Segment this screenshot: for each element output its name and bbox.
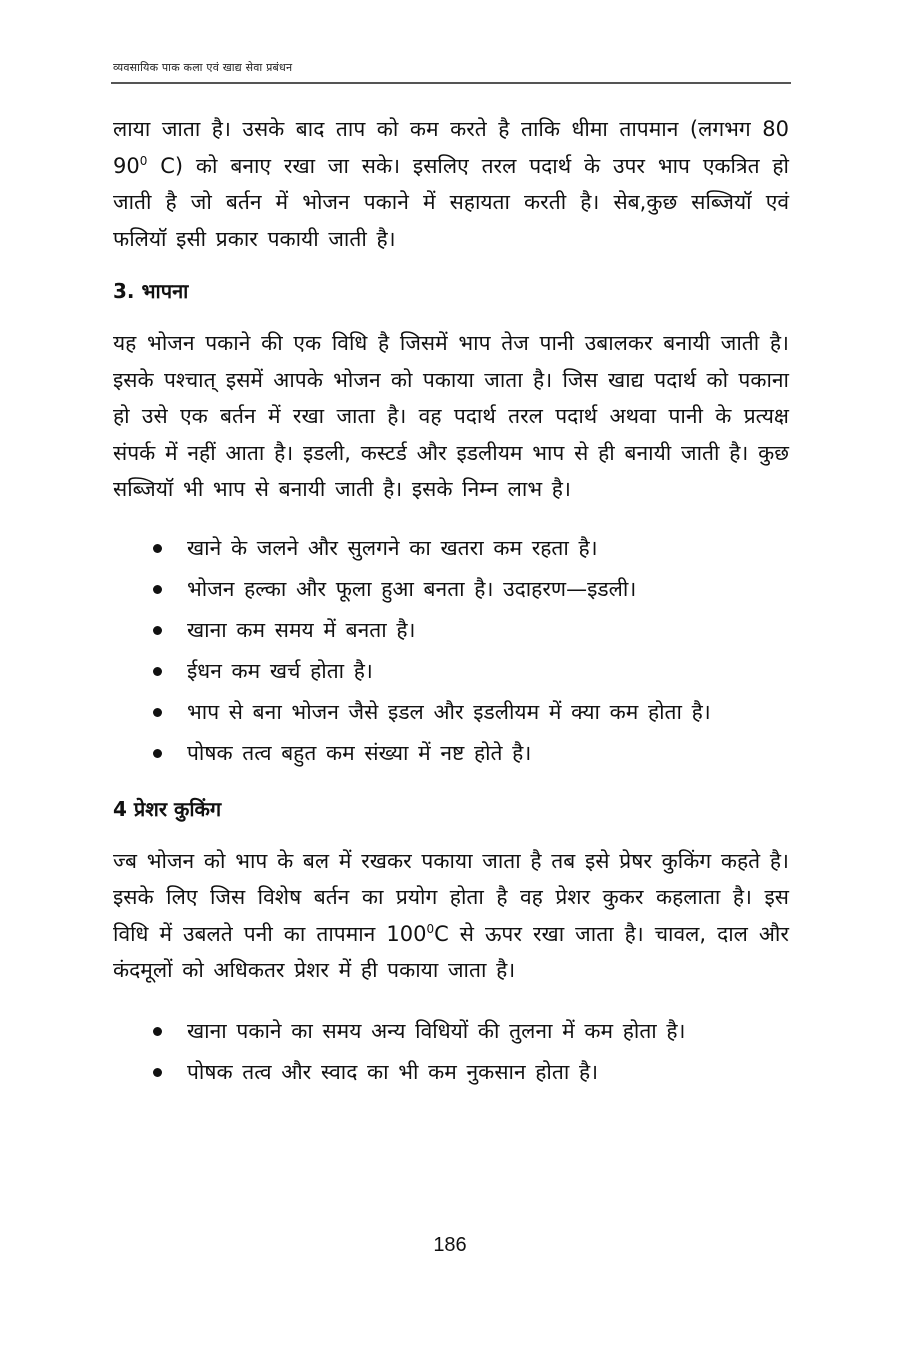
intro-text-part1: लाया जाता है। उसके बाद ताप को कम करते है ताकि धीमा तापमान (लगभग 80 90	[113, 117, 789, 178]
bullet-icon	[153, 585, 162, 594]
list-item	[113, 1013, 789, 1049]
bullet-text: पोषक तत्व बहुत कम संख्या में नष्ट होते है।	[187, 740, 532, 765]
degree-superscript: 0	[139, 153, 148, 168]
bullet-icon	[153, 544, 162, 553]
list-item	[113, 612, 789, 648]
section-4-bullet-list	[113, 1013, 789, 1090]
page-number: 186	[433, 1234, 467, 1256]
bullet-text: भाप से बना भोजन जैसे इडल और इडलीयम में क्या कम होता है।	[187, 699, 711, 724]
section-3-paragraph: यह भोजन पकाने की एक विधि है जिसमें भाप तेज पानी उबालकर बनायी जाती है। इसके पश्चात् इसमें आपके भोजन को पकाया जाता है। जिस खाद्य पदार्थ को पकाना हो उसे एक बर्तन में रखा जाता है। वह पदार्थ तरल पदार्थ अथवा पानी के प्रत्यक्ष संपर्क में नहीं आता है। इडली, कस्टर्ड और इडलीयम भाप से ही बनायी जाती है। कुछ सब्जियॉ भी भाप से बनायी जाती है। इसके निम्न लाभ है।	[113, 331, 789, 501]
bullet-icon	[153, 708, 162, 717]
section-3-bullet-list	[113, 530, 789, 771]
bullet-text: भोजन हल्का और फूला हुआ बनता है। उदाहरण—इडली।	[187, 576, 637, 601]
bullet-icon	[153, 667, 162, 676]
intro-paragraph	[113, 111, 789, 257]
section-4-paragraph	[113, 843, 789, 989]
section-4-text-part1: ज्ब भोजन को भाप के बल में रखकर पकाया जाता है तब इसे प्रेषर कुकिंग कहते है। इसके लिए जिस विशेष बर्तन का प्रयोग होता है वह प्रेशर कुकर कहलाता है। इस विधि में उबलते पनी का तापमान 100	[113, 848, 789, 946]
page-content	[113, 111, 789, 1095]
list-item	[113, 1054, 789, 1090]
bullet-text: पोषक तत्व और स्वाद का भी कम नुकसान होता है।	[187, 1059, 599, 1084]
list-item	[113, 653, 789, 689]
bullet-text: खाना कम समय में बनता है।	[187, 617, 416, 642]
bullet-icon	[153, 749, 162, 758]
bullet-icon	[153, 1027, 162, 1036]
intro-text-part2: C) को बनाए रखा जा सके। इसलिए तरल पदार्थ के उपर भाप एकत्रित हो जाती है जो बर्तन में भोजन पकाने में सहायता करती है। सेब,कुछ सब्जियॉ एवं फलियॉ इसी प्रकार पकायी जाती है।	[113, 153, 789, 251]
bullet-icon	[153, 1068, 162, 1077]
header-divider	[111, 82, 791, 84]
section-4-text-part2: C से ऊपर रखा जाता है। चावल, दाल और कंदमूलों को अधिकतर प्रेशर में ही पकाया जाता है।	[113, 921, 789, 982]
bullet-text: खाना पकाने का समय अन्य विधियों की तुलना में कम होता है।	[187, 1018, 686, 1043]
running-header: व्यवसायिक पाक कला एवं खाद्य सेवा प्रबंधन	[113, 61, 293, 74]
bullet-text: ईधन कम खर्च होता है।	[187, 658, 373, 683]
bullet-text: खाने के जलने और सुलगने का खतरा कम रहता है।	[187, 535, 598, 560]
bullet-icon	[153, 626, 162, 635]
section-3-heading: 3. भापना	[113, 279, 189, 303]
list-item	[113, 530, 789, 566]
degree-superscript: 0	[426, 921, 435, 936]
list-item	[113, 694, 789, 730]
section-4-heading: 4 प्रेशर कुकिंग	[113, 796, 222, 821]
list-item	[113, 571, 789, 607]
list-item	[113, 735, 789, 771]
